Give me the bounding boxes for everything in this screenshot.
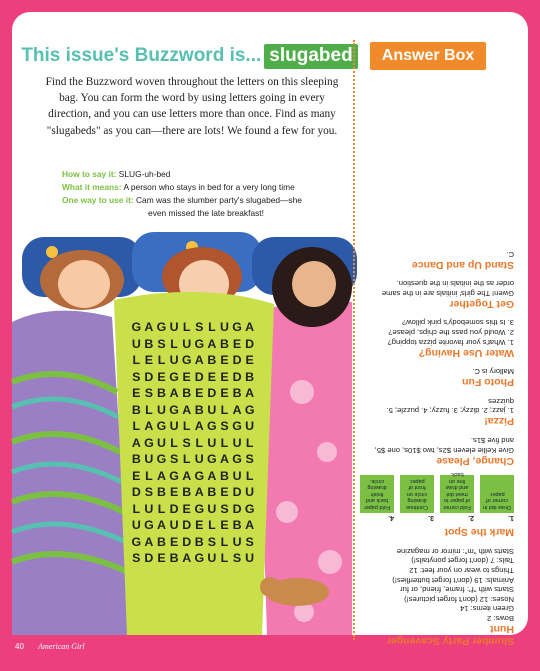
- grid-letter[interactable]: E: [232, 336, 242, 351]
- means-value: A person who stays in bed for a very long time: [123, 182, 295, 192]
- grid-letter[interactable]: S: [220, 501, 229, 516]
- grid-letter[interactable]: E: [169, 534, 179, 549]
- how-value: SLUG-uh-bed: [118, 169, 171, 179]
- grid-letter[interactable]: U: [207, 435, 217, 450]
- grid-letter[interactable]: L: [245, 468, 254, 483]
- grid-letter[interactable]: B: [194, 402, 204, 417]
- grid-letter[interactable]: G: [169, 369, 179, 384]
- grid-letter[interactable]: U: [157, 435, 166, 450]
- answer-section-heading: Stand Up and Dance: [411, 258, 514, 271]
- grid-letter[interactable]: U: [219, 320, 229, 334]
- grid-letter[interactable]: D: [207, 386, 217, 400]
- grid-letter[interactable]: L: [208, 518, 216, 532]
- grid-letter[interactable]: E: [157, 551, 166, 565]
- answer-line: C.: [506, 249, 514, 259]
- how-label: How to say it:: [62, 169, 117, 179]
- grid-row: [130, 517, 312, 534]
- grid-row: [130, 534, 312, 551]
- answer-box-content: [364, 77, 514, 649]
- grid-row: [130, 550, 312, 567]
- grid-row: [130, 319, 312, 336]
- grid-letter[interactable]: L: [132, 419, 141, 433]
- grid-letter[interactable]: A: [245, 518, 255, 532]
- grid-letter[interactable]: D: [232, 501, 242, 516]
- grid-letter[interactable]: A: [219, 452, 229, 466]
- grid-letter[interactable]: E: [132, 468, 141, 483]
- grid-letter[interactable]: A: [144, 320, 154, 334]
- grid-letter[interactable]: D: [131, 485, 141, 499]
- grid-letter[interactable]: B: [131, 452, 141, 466]
- mark-the-spot-steps: [363, 471, 514, 523]
- grid-letter[interactable]: U: [169, 353, 179, 367]
- grid-letter[interactable]: A: [232, 402, 242, 417]
- grid-letter[interactable]: L: [220, 551, 229, 565]
- grid-letter[interactable]: A: [182, 468, 192, 483]
- grid-letter[interactable]: U: [182, 336, 192, 351]
- grid-letter[interactable]: G: [244, 501, 255, 516]
- grid-letter[interactable]: G: [169, 468, 179, 483]
- grid-letter[interactable]: G: [194, 336, 205, 351]
- spot-step-number: 3.: [428, 514, 434, 522]
- page-number: 40: [15, 642, 24, 651]
- grid-letter[interactable]: L: [157, 353, 166, 367]
- right-girl-face: [292, 261, 336, 307]
- grid-letter[interactable]: G: [194, 551, 205, 565]
- dotted-divider: [353, 40, 355, 640]
- grid-letter[interactable]: B: [157, 485, 166, 499]
- grid-letter[interactable]: U: [144, 452, 154, 466]
- grid-letter[interactable]: B: [169, 551, 179, 565]
- grid-letter[interactable]: G: [181, 353, 192, 367]
- brand-logo: American Girl: [38, 642, 85, 651]
- left-girl-face: [58, 260, 110, 308]
- grid-letter[interactable]: A: [194, 485, 204, 499]
- purple-sleeping-bag: [12, 311, 132, 635]
- grid-letter[interactable]: D: [232, 353, 242, 367]
- grid-letter[interactable]: A: [157, 518, 166, 532]
- grid-row: [130, 484, 312, 501]
- grid-letter[interactable]: L: [132, 353, 141, 367]
- grid-letter[interactable]: A: [131, 435, 141, 450]
- grid-letter[interactable]: E: [182, 501, 191, 516]
- answer-line: Tails: 7 (don't forget ponytails!): [411, 556, 514, 566]
- grid-letter[interactable]: G: [194, 468, 205, 483]
- grid-letter[interactable]: L: [220, 402, 229, 417]
- spot-step: [480, 475, 514, 523]
- spot-step-card: Continue drawing circle on front of paper.: [400, 475, 434, 513]
- spot-step: [440, 471, 474, 523]
- grid-letter[interactable]: L: [208, 320, 216, 334]
- grid-letter[interactable]: U: [207, 551, 217, 565]
- grid-letter[interactable]: L: [220, 435, 229, 450]
- spot-step-number: 1.: [508, 514, 514, 522]
- grid-letter[interactable]: E: [195, 518, 204, 532]
- spot-step-card: Draw dot in corner of paper.: [480, 475, 514, 513]
- grid-row: [130, 468, 312, 485]
- grid-letter[interactable]: A: [207, 468, 217, 483]
- answer-line: 1. What's your favorite pizza topping?: [387, 337, 514, 347]
- grid-letter[interactable]: B: [207, 353, 217, 367]
- use-value-1: Cam was the slumber party's slugabed—she: [136, 195, 302, 205]
- grid-letter[interactable]: G: [232, 419, 242, 433]
- answer-section-heading: Photo Fun: [462, 376, 514, 389]
- grid-letter[interactable]: G: [232, 320, 242, 334]
- grid-letter[interactable]: S: [232, 551, 242, 565]
- grid-letter[interactable]: E: [157, 369, 166, 384]
- grid-row: [130, 336, 312, 353]
- use-value-2: even missed the late breakfast!: [148, 208, 264, 218]
- grid-letter[interactable]: A: [245, 320, 255, 334]
- grid-letter[interactable]: S: [144, 386, 154, 400]
- grid-letter[interactable]: E: [207, 369, 216, 384]
- grid-letter[interactable]: S: [195, 320, 204, 334]
- grid-letter[interactable]: G: [156, 419, 167, 433]
- grid-letter[interactable]: E: [182, 369, 191, 384]
- grid-letter[interactable]: A: [194, 353, 204, 367]
- grid-letter[interactable]: G: [207, 419, 217, 433]
- grid-row: [130, 402, 312, 419]
- grid-letter[interactable]: B: [182, 386, 192, 400]
- grid-letter[interactable]: G: [156, 452, 167, 466]
- grid-letter[interactable]: A: [182, 551, 192, 565]
- means-label: What it means:: [62, 182, 122, 192]
- grid-letter[interactable]: B: [194, 534, 204, 549]
- grid-row: [130, 435, 312, 452]
- grid-letter[interactable]: B: [245, 369, 255, 384]
- title-prefix: This issue's Buzzword is...: [21, 45, 262, 66]
- grid-letter[interactable]: U: [245, 551, 255, 565]
- grid-row: [130, 352, 312, 369]
- answer-line: 1. jazz; 2. dizzy; 3. fuzzy; 4. puzzle; 5. quizzes: [386, 396, 514, 416]
- grid-row: [130, 451, 312, 468]
- grid-letter[interactable]: L: [170, 336, 178, 351]
- grid-letter[interactable]: D: [245, 336, 255, 351]
- answer-box-title: Answer Box: [370, 42, 486, 70]
- grid-letter[interactable]: L: [157, 501, 166, 516]
- answer-section-heading: Get Together: [449, 297, 514, 310]
- grid-letter[interactable]: L: [145, 468, 153, 483]
- answer-line: Things to wear on your feet: 12: [409, 566, 514, 576]
- grid-letter[interactable]: D: [194, 369, 204, 384]
- grid-letter[interactable]: U: [232, 435, 242, 450]
- grid-letter[interactable]: U: [169, 419, 179, 433]
- grid-letter[interactable]: E: [132, 386, 141, 400]
- grid-letter[interactable]: E: [220, 386, 229, 400]
- grid-letter[interactable]: L: [220, 534, 229, 549]
- grid-letter[interactable]: B: [219, 336, 229, 351]
- grid-letter[interactable]: S: [182, 435, 191, 450]
- grid-letter[interactable]: U: [207, 402, 217, 417]
- grid-letter[interactable]: G: [232, 452, 242, 466]
- use-row: [62, 194, 350, 220]
- grid-letter[interactable]: U: [131, 336, 141, 351]
- grid-letter[interactable]: D: [144, 551, 154, 565]
- grid-letter[interactable]: U: [131, 518, 141, 532]
- answer-line: Noses: 12 (don't forget pictures!): [404, 594, 514, 604]
- answer-section-heading: Mark the Spot: [444, 526, 514, 539]
- grid-letter[interactable]: A: [169, 386, 179, 400]
- answer-line: Green items: 14: [459, 604, 514, 614]
- grid-letter[interactable]: L: [170, 435, 178, 450]
- how-to-say-row: [62, 168, 350, 181]
- grid-letter[interactable]: S: [132, 551, 141, 565]
- buzzword-badge: slugabed: [264, 44, 357, 69]
- grid-letter[interactable]: L: [182, 419, 191, 433]
- grid-letter[interactable]: A: [194, 419, 204, 433]
- spot-step: [360, 475, 394, 523]
- grid-letter[interactable]: U: [169, 518, 179, 532]
- grid-letter[interactable]: U: [232, 534, 242, 549]
- word-search-grid: [130, 319, 312, 567]
- intro-text: Find the Buzzword woven throughout the letters on this sleeping bag. You can form the word by using letters going in every direction, and you can use letters more than once. Find as many "slugabeds" as you can—there are lots! We found a few for you.: [45, 76, 339, 137]
- grid-letter[interactable]: S: [245, 452, 254, 466]
- grid-letter[interactable]: E: [220, 485, 229, 499]
- grid-letter[interactable]: U: [232, 468, 242, 483]
- answer-line: Animals: 19 (don't forget butterflies!): [392, 575, 514, 585]
- grid-letter[interactable]: U: [245, 419, 255, 433]
- grid-letter[interactable]: U: [169, 320, 179, 334]
- grid-letter[interactable]: L: [195, 435, 204, 450]
- grid-letter[interactable]: S: [169, 452, 179, 466]
- grid-letter[interactable]: B: [157, 534, 166, 549]
- grid-letter[interactable]: D: [169, 501, 179, 516]
- grid-letter[interactable]: G: [144, 435, 154, 450]
- spot-step-number: 4.: [388, 514, 394, 522]
- grid-letter[interactable]: S: [132, 369, 141, 384]
- answer-section-heading: Change, Please: [436, 454, 514, 467]
- grid-row: [130, 385, 312, 402]
- grid-letter[interactable]: B: [207, 485, 217, 499]
- grid-letter[interactable]: E: [220, 518, 229, 532]
- buzzword-definitions: [62, 168, 350, 220]
- grid-letter[interactable]: L: [132, 501, 141, 516]
- grid-letter[interactable]: B: [157, 386, 166, 400]
- use-label: One way to use it:: [62, 195, 134, 205]
- grid-letter[interactable]: A: [144, 534, 154, 549]
- grid-letter[interactable]: U: [144, 501, 154, 516]
- answer-line: Starts with "f": frame, friend, or fur: [400, 585, 514, 595]
- grid-letter[interactable]: E: [220, 369, 229, 384]
- grid-letter[interactable]: A: [182, 402, 192, 417]
- grid-letter[interactable]: A: [157, 468, 166, 483]
- answer-line: Gwen! The girls' initials are in the same order as the initials in the question.: [381, 279, 514, 298]
- grid-letter[interactable]: E: [169, 485, 179, 499]
- grid-letter[interactable]: L: [182, 452, 191, 466]
- means-row: [62, 181, 350, 194]
- grid-letter[interactable]: D: [182, 534, 192, 549]
- grid-letter[interactable]: S: [157, 336, 166, 351]
- answer-line: Give Kellie eleven $2s, two $10s, one $5, and five $1s.: [374, 436, 514, 455]
- grid-letter[interactable]: A: [144, 419, 154, 433]
- grid-letter[interactable]: U: [207, 501, 217, 516]
- answer-line: 2. Would you pass the chips, please?: [388, 328, 514, 338]
- spot-step: [400, 475, 434, 523]
- grid-letter[interactable]: G: [144, 518, 154, 532]
- grid-letter[interactable]: E: [195, 386, 204, 400]
- grid-letter[interactable]: S: [245, 534, 254, 549]
- grid-letter[interactable]: D: [144, 369, 154, 384]
- grid-letter[interactable]: G: [244, 402, 255, 417]
- grid-letter[interactable]: E: [220, 353, 229, 367]
- answer-line: Bows: 2: [486, 614, 514, 623]
- grid-letter[interactable]: U: [157, 402, 166, 417]
- grid-letter[interactable]: U: [194, 452, 204, 466]
- grid-letter[interactable]: B: [232, 386, 242, 400]
- page-footer: [15, 642, 85, 651]
- grid-letter[interactable]: B: [131, 402, 141, 417]
- grid-letter[interactable]: U: [245, 485, 255, 499]
- grid-letter[interactable]: E: [144, 353, 154, 367]
- grid-letter[interactable]: E: [245, 353, 254, 367]
- answer-section-heading: Pizza!: [484, 415, 514, 428]
- grid-letter[interactable]: G: [194, 501, 205, 516]
- spot-step-card: Fold corner of paper to meet dot and draw line on back.: [440, 475, 474, 513]
- grid-row: [130, 418, 312, 435]
- grid-letter[interactable]: S: [207, 534, 216, 549]
- grid-row: [130, 501, 312, 518]
- grid-letter[interactable]: S: [144, 485, 154, 499]
- grid-letter[interactable]: G: [131, 534, 142, 549]
- grid-letter[interactable]: D: [232, 485, 242, 499]
- grid-letter[interactable]: G: [131, 320, 142, 334]
- grid-letter[interactable]: B: [219, 468, 229, 483]
- spot-step-number: 2.: [468, 514, 474, 522]
- answer-line: 3. Is this somebody's pink pillow?: [401, 318, 514, 328]
- grid-letter[interactable]: L: [145, 402, 153, 417]
- grid-letter[interactable]: B: [182, 485, 192, 499]
- grid-letter[interactable]: A: [245, 386, 255, 400]
- answer-line: Mallory is C.: [472, 367, 514, 377]
- grid-letter[interactable]: G: [207, 452, 217, 466]
- grid-letter[interactable]: L: [182, 320, 191, 334]
- spot-step-card: Fold paper back and finish drawing circle.: [360, 475, 394, 513]
- grid-letter[interactable]: L: [245, 435, 254, 450]
- grid-letter[interactable]: D: [182, 518, 192, 532]
- grid-letter[interactable]: G: [156, 320, 167, 334]
- answer-line: Starts with "m": mirror or magazine: [396, 546, 514, 556]
- grid-letter[interactable]: G: [169, 402, 179, 417]
- answer-section-heading: Slumber Party Scavenger Hunt: [386, 623, 514, 647]
- grid-row: [130, 369, 312, 386]
- answer-section-heading: Water Use Having?: [418, 346, 514, 359]
- grid-letter[interactable]: B: [232, 518, 242, 532]
- grid-letter[interactable]: D: [232, 369, 242, 384]
- grid-letter[interactable]: B: [144, 336, 154, 351]
- page-title: [12, 44, 367, 69]
- grid-letter[interactable]: A: [207, 336, 217, 351]
- grid-letter[interactable]: S: [220, 419, 229, 433]
